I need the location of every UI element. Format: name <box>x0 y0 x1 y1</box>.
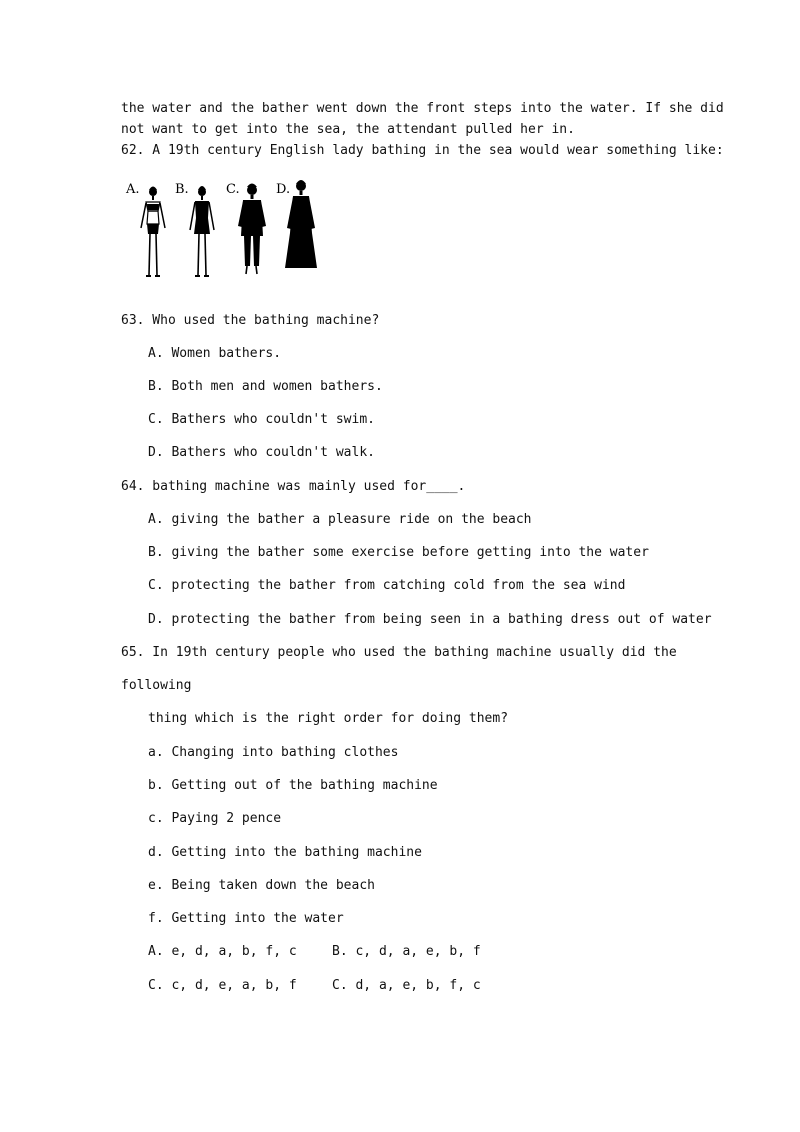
figure-a-two-piece <box>141 187 165 277</box>
q65-option-b: B. c, d, a, e, b, f <box>332 944 481 959</box>
figure-label-b: B. <box>175 182 189 197</box>
q64-option-c: C. protecting the bather from catching cold from the sea wind <box>148 578 626 593</box>
intro-line-1: the water and the bather went down the front steps into the water. If she did <box>121 101 724 116</box>
question-65-line-2: following <box>121 678 192 693</box>
q65-step-b: b. Getting out of the bathing machine <box>148 778 438 793</box>
q65-step-e: e. Being taken down the beach <box>148 878 375 893</box>
figure-b-one-piece <box>190 186 214 276</box>
q65-option-d: C. d, a, e, b, f, c <box>332 978 481 993</box>
q64-option-a: A. giving the bather a pleasure ride on the beach <box>148 512 532 527</box>
question-63: 63. Who used the bathing machine? <box>121 313 380 328</box>
q63-option-d: D. Bathers who couldn't walk. <box>148 445 375 460</box>
intro-line-2: not want to get into the sea, the attendant pulled her in. <box>121 122 575 137</box>
q65-step-c: c. Paying 2 pence <box>148 811 282 826</box>
figure-label-a: A. <box>126 182 140 197</box>
question-62: 62. A 19th century English lady bathing in the sea would wear something like: <box>121 143 724 158</box>
q65-option-a: A. e, d, a, b, f, c <box>148 944 297 959</box>
q63-option-a: A. Women bathers. <box>148 346 282 361</box>
q64-option-d: D. protecting the bather from being seen in a bathing dress out of water <box>148 612 712 627</box>
question-65-line-3: thing which is the right order for doing them? <box>148 711 509 726</box>
figure-c-tunic-trousers <box>238 184 266 275</box>
q65-step-a: a. Changing into bathing clothes <box>148 745 399 760</box>
q65-option-c: C. c, d, e, a, b, f <box>148 978 297 993</box>
bathing-costume-figures <box>120 178 340 283</box>
q65-step-f: f. Getting into the water <box>148 911 344 926</box>
question-65-line-1: 65. In 19th century people who used the bathing machine usually did the <box>121 645 677 660</box>
q63-option-c: C. Bathers who couldn't swim. <box>148 412 375 427</box>
figure-label-c: C. <box>226 182 240 197</box>
figure-label-d: D. <box>276 182 291 197</box>
q65-step-d: d. Getting into the bathing machine <box>148 845 422 860</box>
q64-option-b: B. giving the bather some exercise before getting into the water <box>148 545 649 560</box>
question-64: 64. bathing machine was mainly used for____. <box>121 479 466 494</box>
q63-option-b: B. Both men and women bathers. <box>148 379 383 394</box>
